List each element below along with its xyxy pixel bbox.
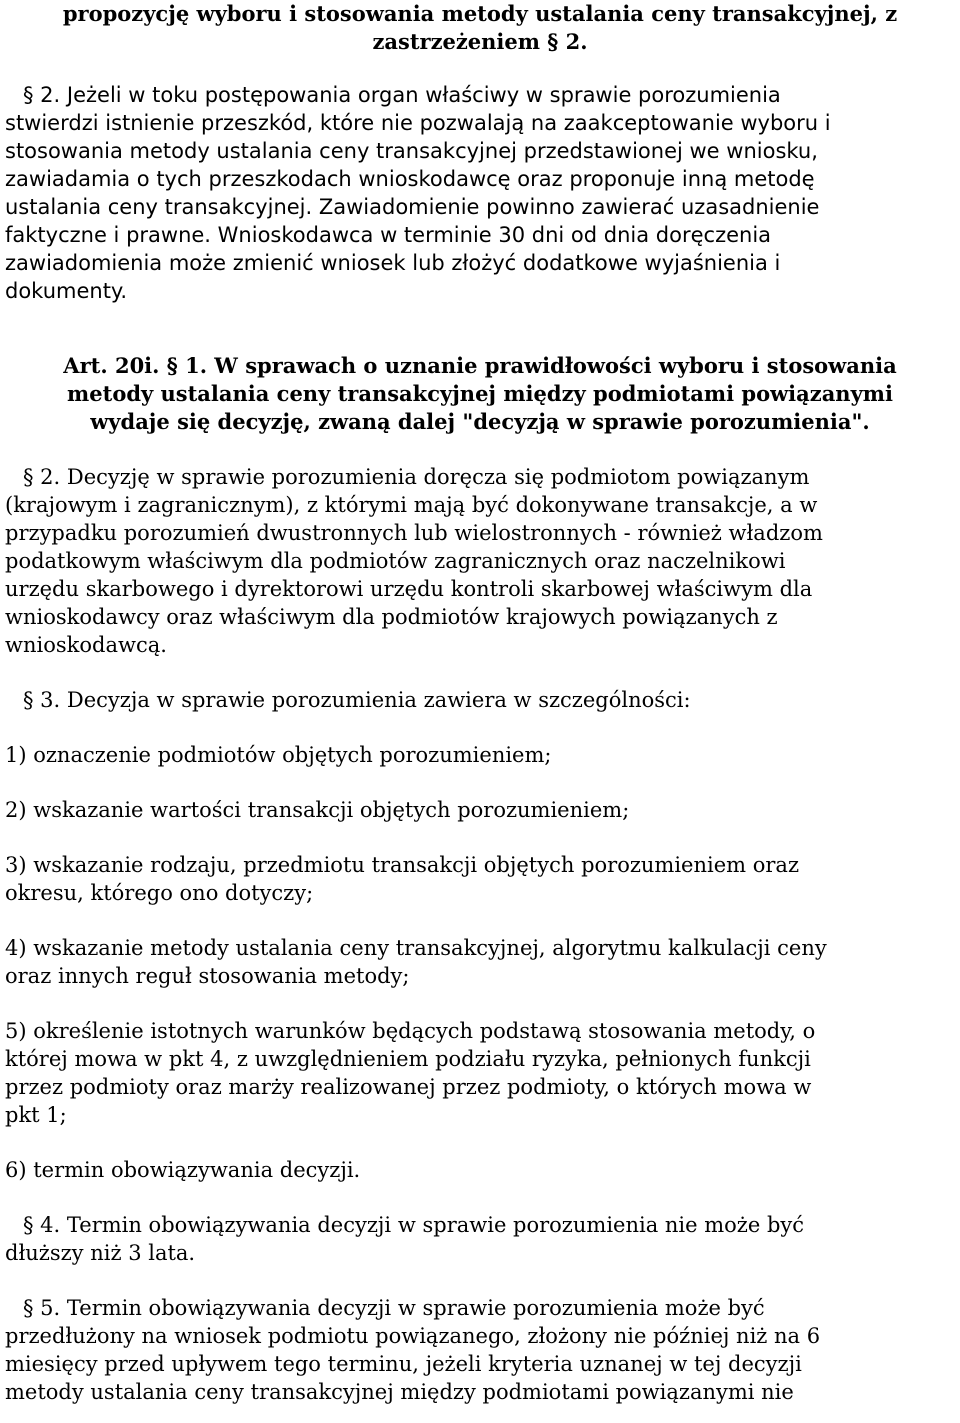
text-line: 5) określenie istotnych warunków będących podstawą stosowania metody, o	[5, 1019, 816, 1043]
text-line: podatkowym właściwym dla podmiotów zagranicznych oraz naczelnikowi	[5, 549, 786, 573]
text-line: § 5. Termin obowiązywania decyzji w sprawie porozumienia może być	[23, 1296, 765, 1320]
text-line: okresu, którego ono dotyczy;	[5, 881, 314, 905]
text-line: § 3. Decyzja w sprawie porozumienia zawiera w szczególności:	[23, 688, 691, 712]
article-20i-heading	[5, 352, 955, 436]
text-line: wnioskodawcy oraz właściwym dla podmiotów krajowych powiązanych z	[5, 605, 778, 629]
text-line: 2) wskazanie wartości transakcji objętych porozumieniem;	[5, 798, 630, 822]
text-line: dokumenty.	[5, 279, 128, 303]
text-line: § 2. Decyzję w sprawie porozumienia doręcza się podmiotom powiązanym	[23, 465, 810, 489]
article-20i-paragraph-5	[5, 1294, 955, 1406]
point-2	[5, 796, 955, 824]
text-line: wnioskodawcą.	[5, 633, 167, 657]
article-heading-line: wydaje się decyzję, zwaną dalej "decyzją w sprawie porozumienia".	[90, 409, 870, 434]
text-line: faktyczne i prawne. Wnioskodawca w terminie 30 dni od dnia doręczenia	[5, 223, 772, 247]
text-line: zawiadamia o tych przeszkodach wnioskodawcę oraz proponuje inną metodę	[5, 167, 815, 191]
text-line: § 2. Jeżeli w toku postępowania organ właściwy w sprawie porozumienia	[23, 83, 781, 107]
article-20i-paragraph-4	[5, 1211, 955, 1267]
text-line: 6) termin obowiązywania decyzji.	[5, 1158, 361, 1182]
paragraph-2-obstacles	[5, 81, 955, 305]
point-3	[5, 851, 955, 907]
text-line: § 4. Termin obowiązywania decyzji w sprawie porozumienia nie może być	[23, 1213, 805, 1237]
text-line: stosowania metody ustalania ceny transakcyjnej przedstawionej we wniosku,	[5, 139, 818, 163]
heading-line: propozycję wyboru i stosowania metody ustalania ceny transakcyjnej, z	[62, 1, 898, 26]
article-heading-line: Art. 20i. § 1. W sprawach o uznanie prawidłowości wyboru i stosowania	[63, 353, 897, 378]
text-line: 1) oznaczenie podmiotów objętych porozumieniem;	[5, 743, 552, 767]
text-line: przypadku porozumień dwustronnych lub wielostronnych - również władzom	[5, 521, 823, 545]
text-line: przez podmioty oraz marży realizowanej przez podmioty, o których mowa w	[5, 1075, 812, 1099]
text-line: zawiadomienia może zmienić wniosek lub złożyć dodatkowe wyjaśnienia i	[5, 251, 781, 275]
article-heading-line: metody ustalania ceny transakcyjnej między podmiotami powiązanymi	[67, 381, 893, 406]
text-line: ustalania ceny transakcyjnej. Zawiadomienie powinno zawierać uzasadnienie	[5, 195, 820, 219]
text-line: przedłużony na wniosek podmiotu powiązanego, złożony nie później niż na 6	[5, 1324, 821, 1348]
point-5	[5, 1017, 955, 1129]
document-page	[5, 0, 955, 1406]
text-line: pkt 1;	[5, 1103, 67, 1127]
heading-line: zastrzeżeniem § 2.	[372, 29, 588, 54]
text-line: oraz innych reguł stosowania metody;	[5, 964, 410, 988]
text-line: 3) wskazanie rodzaju, przedmiotu transakcji objętych porozumieniem oraz	[5, 853, 800, 877]
article-20i-paragraph-2	[5, 463, 955, 659]
point-1	[5, 741, 955, 769]
point-4	[5, 934, 955, 990]
text-line: 4) wskazanie metody ustalania ceny transakcyjnej, algorytmu kalkulacji ceny	[5, 936, 827, 960]
point-6	[5, 1156, 955, 1184]
text-line: urzędu skarbowego i dyrektorowi urzędu kontroli skarbowej właściwym dla	[5, 577, 813, 601]
heading-continuation	[5, 0, 955, 56]
text-line: miesięcy przed upływem tego terminu, jeżeli kryteria uznanej w tej decyzji	[5, 1352, 802, 1376]
text-line: której mowa w pkt 4, z uwzględnieniem podziału ryzyka, pełnionych funkcji	[5, 1047, 811, 1071]
text-line: stwierdzi istnienie przeszkód, które nie pozwalają na zaakceptowanie wyboru i	[5, 111, 831, 135]
article-20i-paragraph-3	[5, 686, 955, 714]
text-line: dłuższy niż 3 lata.	[5, 1241, 196, 1265]
text-line: metody ustalania ceny transakcyjnej między podmiotami powiązanymi nie	[5, 1380, 794, 1404]
text-line: (krajowym i zagranicznym), z którymi mają być dokonywane transakcje, a w	[5, 493, 818, 517]
